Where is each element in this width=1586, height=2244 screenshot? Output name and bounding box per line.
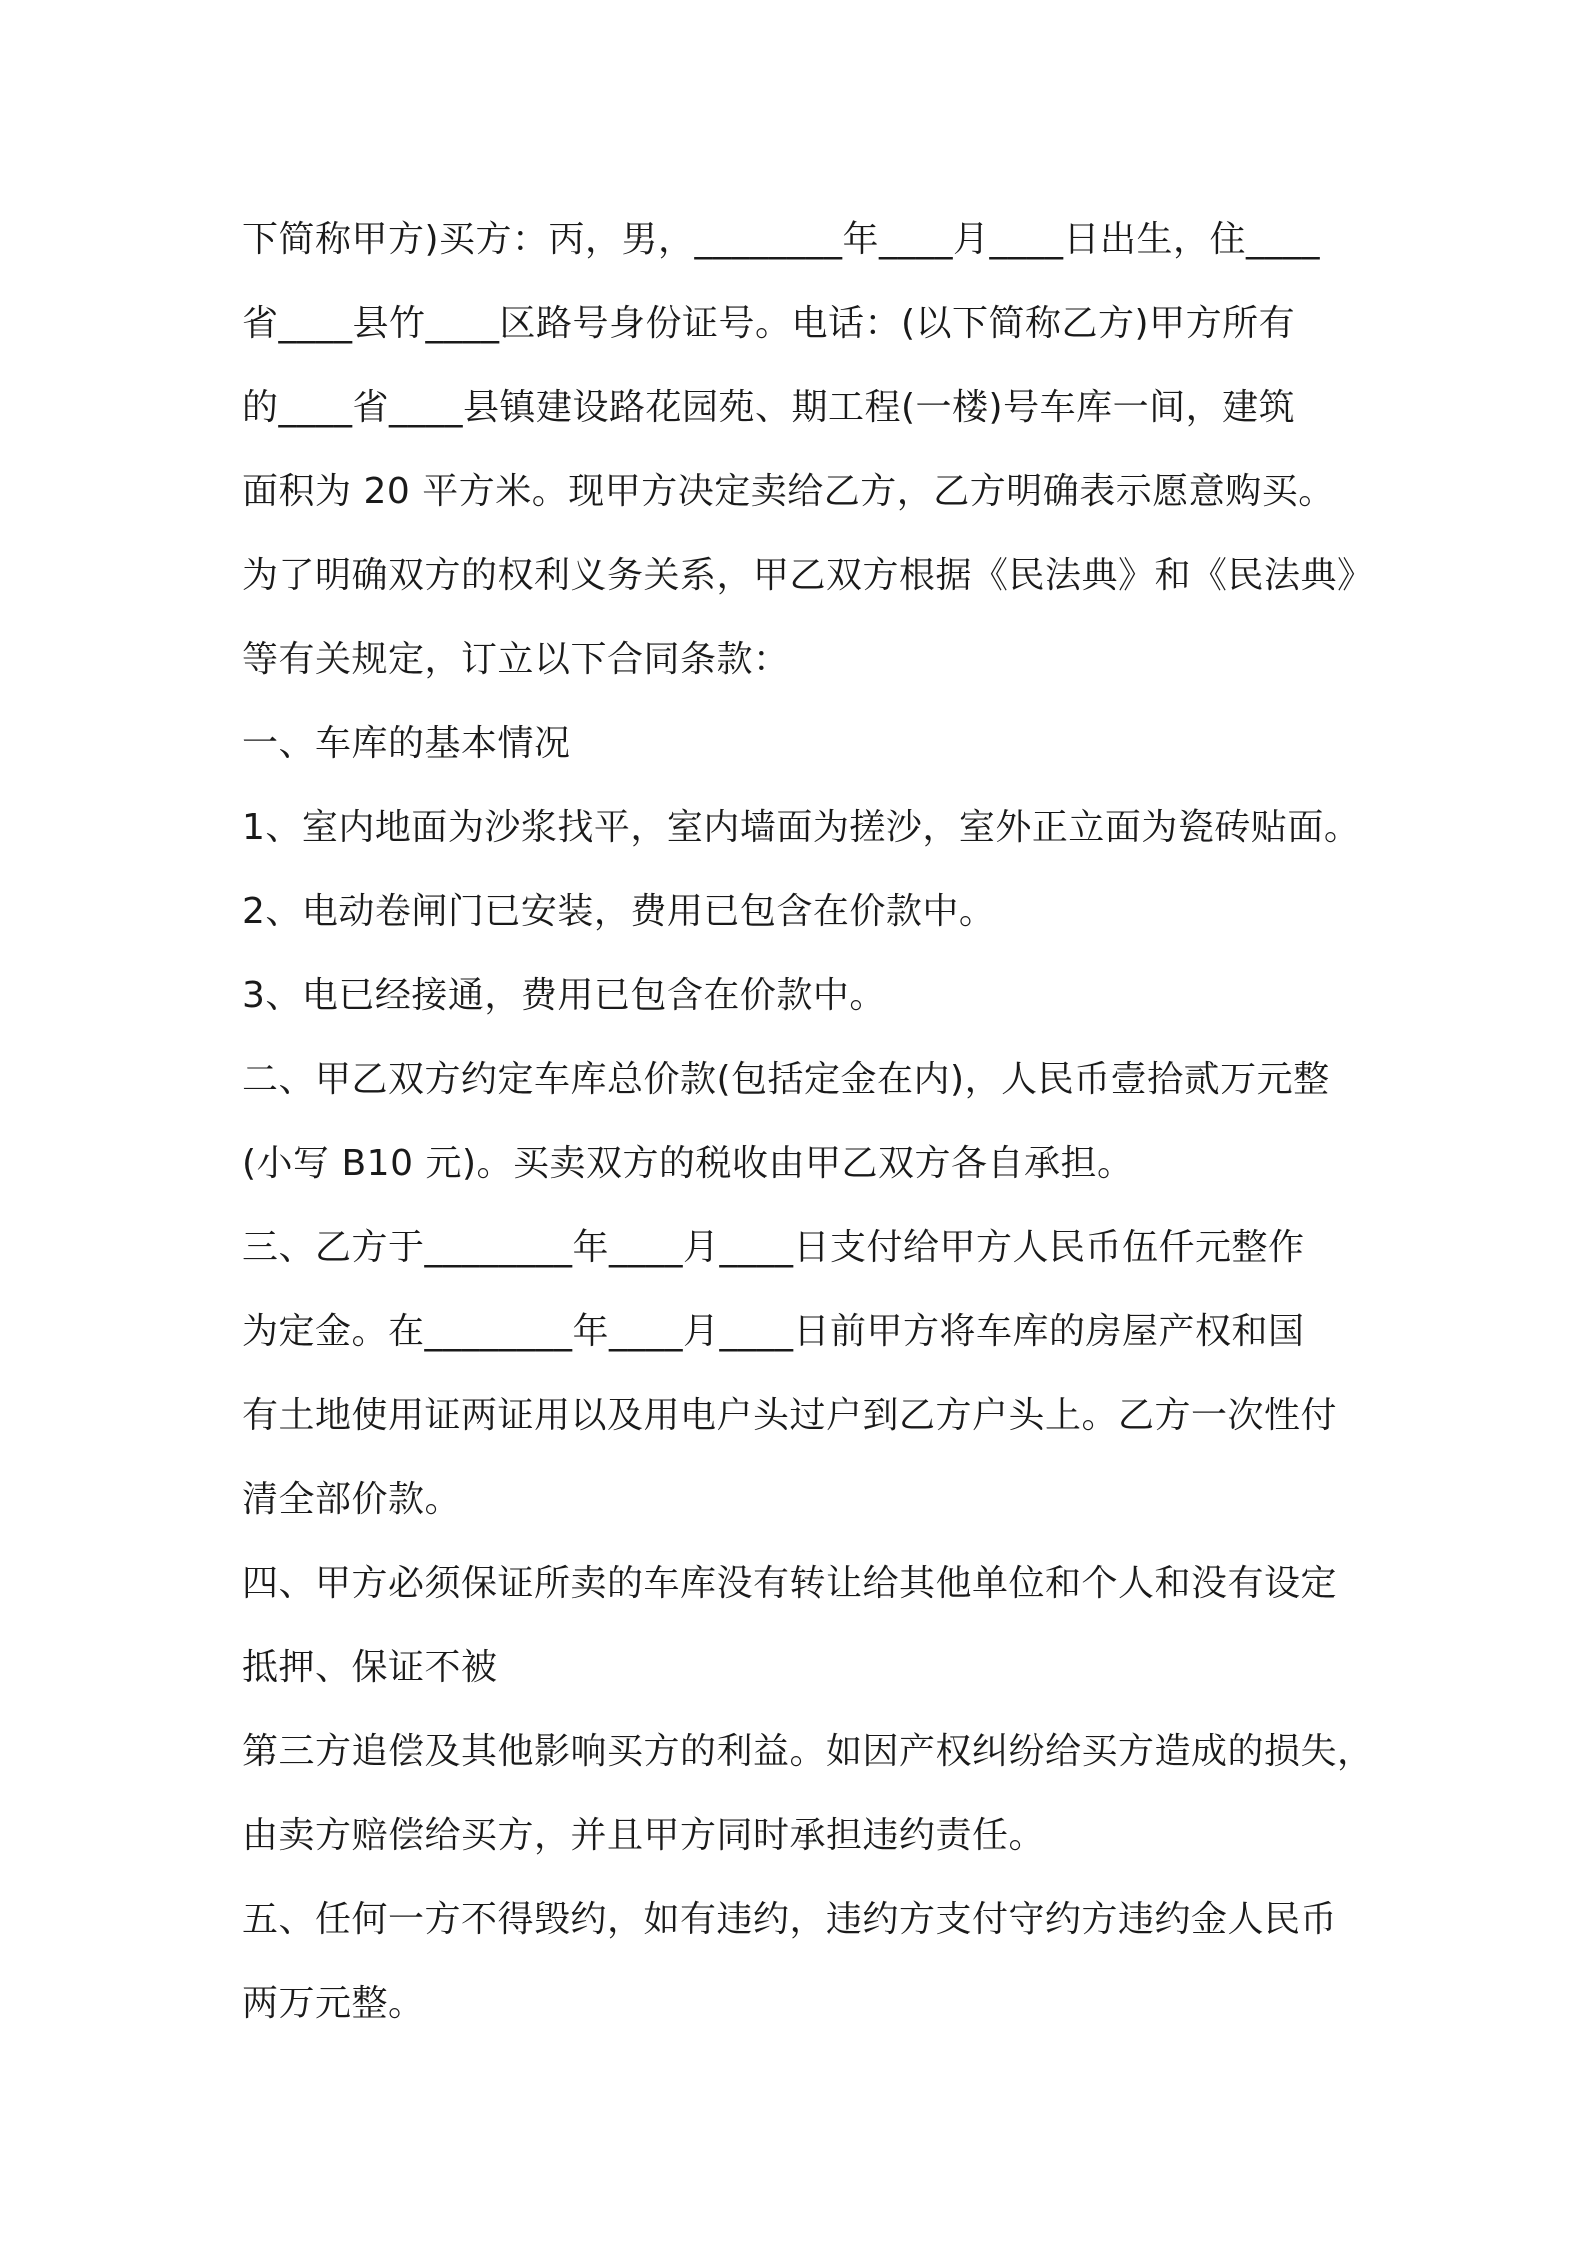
text-line: 有土地使用证两证用以及用电户头过户到乙方户头上。乙方一次性付 — [242, 1395, 1338, 1436]
text-line: 面积为 20 平方米。现甲方决定卖给乙方，乙方明确表示愿意购买。 — [242, 471, 1335, 512]
text-line: 的____省____县镇建设路花园苑、期工程(一楼)号车库一间，建筑 — [242, 387, 1296, 428]
text-line: 为了明确双方的权利义务关系，甲乙双方根据《民法典》和《民法典》 — [242, 555, 1374, 596]
text-line: 等有关规定，订立以下合同条款： — [242, 639, 790, 680]
text-line: 两万元整。 — [242, 1983, 425, 2024]
text-line: 三、乙方于________年____月____日支付给甲方人民币伍仟元整作 — [242, 1227, 1305, 1268]
section-heading: 一、车库的基本情况 — [242, 723, 571, 764]
text-line: 抵押、保证不被 — [242, 1647, 498, 1688]
document-body — [242, 198, 1382, 2046]
text-line: 四、甲方必须保证所卖的车库没有转让给其他单位和个人和没有设定 — [242, 1563, 1338, 1604]
text-line: 3、电已经接通，费用已包含在价款中。 — [242, 975, 886, 1016]
text-line: 1、室内地面为沙浆找平，室内墙面为搓沙，室外正立面为瓷砖贴面。 — [242, 807, 1361, 848]
text-line: 为定金。在________年____月____日前甲方将车库的房屋产权和国 — [242, 1311, 1305, 1352]
text-line: 第三方追偿及其他影响买方的利益。如因产权纠纷给买方造成的损失， — [242, 1731, 1374, 1772]
text-line: (小写 B10 元)。买卖双方的税收由甲乙双方各自承担。 — [242, 1143, 1134, 1184]
text-line: 清全部价款。 — [242, 1479, 462, 1520]
text-line: 二、甲乙双方约定车库总价款(包括定金在内)，人民币壹拾贰万元整 — [242, 1059, 1330, 1100]
text-line: 五、任何一方不得毁约，如有违约，违约方支付守约方违约金人民币 — [242, 1899, 1338, 1940]
text-line: 下简称甲方)买方：丙，男，________年____月____日出生，住____ — [242, 219, 1321, 260]
text-line: 2、电动卷闸门已安装，费用已包含在价款中。 — [242, 891, 996, 932]
text-line: 省____县竹____区路号身份证号。电话：(以下简称乙方)甲方所有 — [242, 303, 1296, 344]
text-line: 由卖方赔偿给买方，并且甲方同时承担违约责任。 — [242, 1815, 1046, 1856]
